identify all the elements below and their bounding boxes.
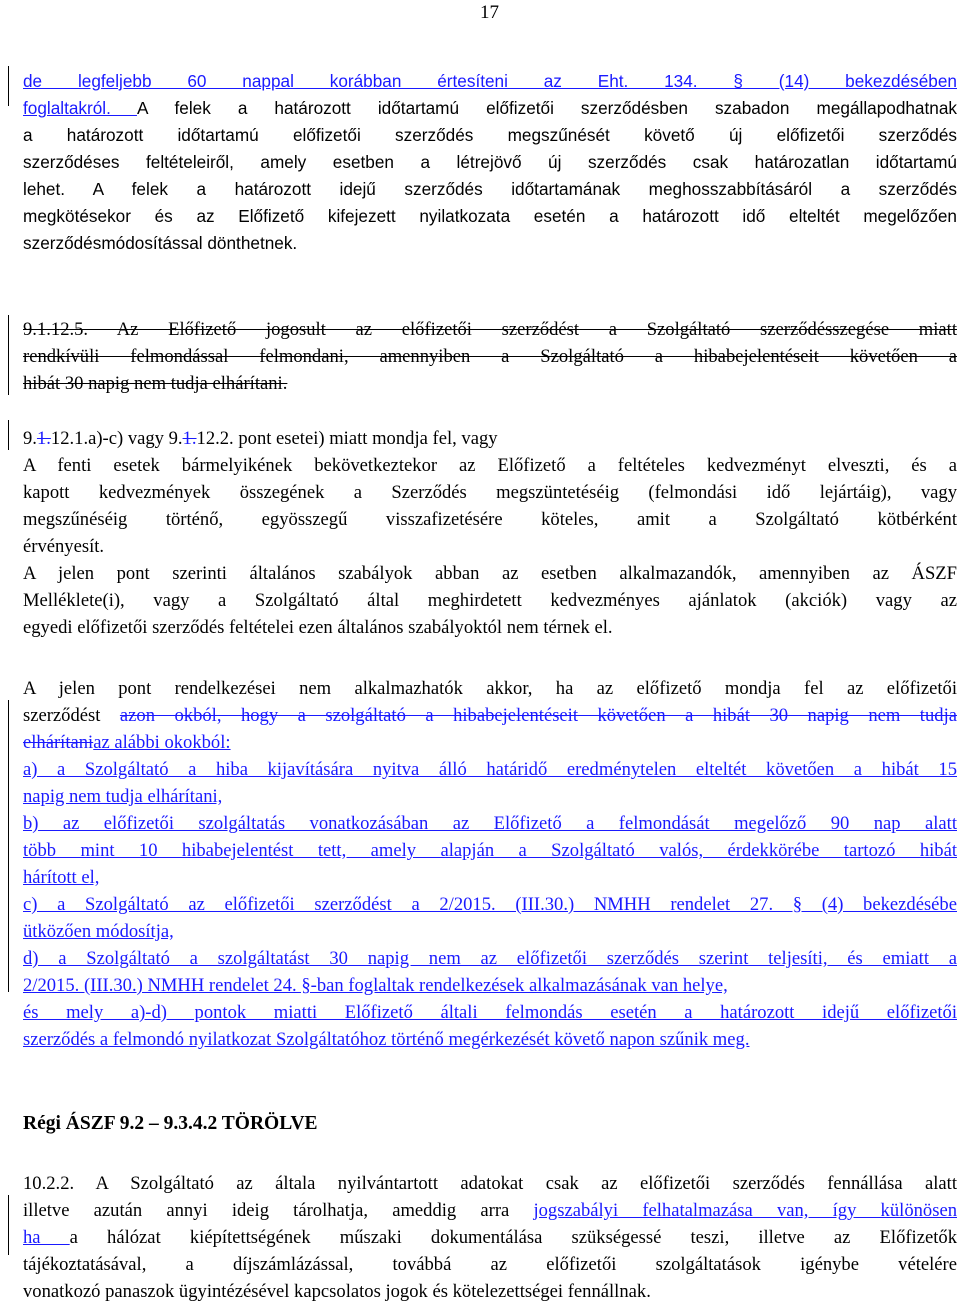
deleted-text-line: hibát 30 napig nem tudja elhárítani. [23,373,288,394]
text-line: lehet. A felek a határozott idejű szerződés időtartamának meghosszabbításáról a szerződés [23,179,957,199]
text-line: Melléklete(i), vagy a Szolgáltató által meghirdetett kedvezményes ajánlatok (akciók) vagy az [23,590,957,611]
inserted-text-line: napig nem tudja elhárítani, [23,786,223,807]
change-bar [8,66,9,106]
inserted-text-line: szerződés a felmondó nyilatkozat Szolgáltatóhoz történő megérkezését követő napon szűnik meg. [23,1029,750,1050]
change-bar [8,420,9,450]
text-segment: szerződést [23,705,120,726]
text-line [23,425,957,452]
inserted-text: az alábbi okokból: [93,732,231,753]
text-line [23,68,957,95]
text-line: 10.2.2. A Szolgáltató az általa nyilvántartott adatokat csak az előfizetői szerződés fennállása alatt [23,1173,957,1194]
text-line: A jelen pont rendelkezései nem alkalmazhatók akkor, ha az előfizető mondja fel az előfizetői [23,678,957,699]
inserted-text-line: hárított el, [23,867,100,888]
text-line: szerződésmódosítással dönthetnek. [23,233,298,253]
text-line: egyedi előfizetői szerződés feltételei ezen általános szabályoktól nem térnek el. [23,617,613,638]
text-line: A fenti esetek bármelyikének bekövetkeztekor az Előfizető a feltételes kedvezményt elveszti, és a [23,455,957,476]
text-line: megkötésekor és az Előfizető kifejezett nyilatkozata esetén a határozott idő elteltét megelőzően [23,206,957,226]
text-segment: illetve azután annyi ideig tárolhatja, ameddig arra [23,1200,534,1221]
text-segment: 12.1.a)-c) vagy 9. [50,428,183,449]
text-line [23,95,957,122]
inserted-text-line: a) a Szolgáltató a hiba kijavítására nyitva álló határidő eredménytelen elteltét követően a hibát 15 [23,759,957,780]
inserted-text-line: és mely a)-d) pontok miatti Előfizető általi felmondás esetén a határozott idejű előfizetői [23,1002,957,1023]
text-segment: 9. [23,428,37,449]
change-bar [8,315,9,395]
text-line: A jelen pont szerinti általános szabályok abban az esetben alkalmazandók, amennyiben az ÁSZF [23,563,957,584]
deleted-text: 1. [182,428,197,449]
deleted-text-line: rendkívüli felmondással felmondani, amennyiben a Szolgáltató a hibabejelentéseit követően a [23,346,957,367]
change-bar [8,700,9,992]
text-line [23,702,957,729]
text-line [23,1224,957,1251]
text-line: megszűnéséig történő, egyösszegű visszafizetésére köteles, amit a Szolgáltató kötbérként [23,509,957,530]
text-line: kapott kedvezmények összegének a Szerződés megszüntetéséig (felmondási idő lejártáig), vagy [23,482,957,503]
inserted-text-line: c) a Szolgáltató az előfizetői szerződést a 2/2015. (III.30.) NMHH rendelet 27. § (4) bekezdésébe [23,894,957,915]
inserted-text-line: több mint 10 hibabejelentést tett, amely alapján a Szolgáltató valós, érdekkörébe tartozó hibát [23,840,957,861]
inserted-text-line: 2/2015. (III.30.) NMHH rendelet 24. §-ban foglaltak rendelkezések alkalmazásának van helye, [23,975,728,996]
text-line: tájékoztatásával, a díjszámlázással, továbbá az előfizetői szolgáltatások igénybe vételére [23,1254,957,1275]
section-heading: Régi ÁSZF 9.2 – 9.3.4.2 TÖRÖLVE [23,1113,318,1134]
inserted-text: ha [23,1227,70,1248]
text-line [23,1197,957,1224]
text-line: érvényesít. [23,536,105,557]
text-segment: A felek a határozott időtartamú előfizetői szerződésben szabadon megállapodhatnak [136,98,957,118]
deleted-text: elhárítani [23,732,94,753]
text-segment: a hálózat kiépítettségének műszaki dokumentálása szükségessé teszi, illetve az Előfizetők [69,1227,957,1248]
page-number: 17 [480,2,499,23]
deleted-text: 1. [36,428,51,449]
inserted-text: foglaltakról. [23,98,137,118]
text-line: a határozott időtartamú előfizetői szerződés megszűnését követő új előfizetői szerződés [23,125,957,145]
text-line [23,729,957,756]
inserted-text-line: d) a Szolgáltató a szolgáltatást 30 napig nem az előfizetői szerződés szerint teljesíti, és emiatt a [23,948,957,969]
deleted-text: azon okból, hogy a szolgáltató a hibabejelentéseit követően a hibát 30 napig nem tudja [119,705,957,726]
inserted-text: jogszabályi felhatalmazása van, így különösen [533,1200,957,1221]
text-line: szerződéses feltételeiről, amely esetben a létrejövő új szerződés csak határozatlan időtartamú [23,152,957,172]
text-segment: 12.2. pont esetei) miatt mondja fel, vagy [196,428,498,449]
deleted-text-line: 9.1.12.5. Az Előfizető jogosult az előfizetői szerződést a Szolgáltató szerződésszegése miatt [23,319,957,340]
change-bar [8,1195,9,1255]
inserted-text-line: b) az előfizetői szolgáltatás vonatkozásában az Előfizető a felmondását megelőző 90 nap alatt [23,813,957,834]
inserted-text-line: ütközően módosítja, [23,921,174,942]
inserted-text: de legfeljebb 60 nappal korábban értesíteni az Eht. 134. § (14) bekezdésében [23,71,957,91]
text-line: vonatkozó panaszok ügyintézésével kapcsolatos jogok és kötelezettségei fennállnak. [23,1281,651,1302]
